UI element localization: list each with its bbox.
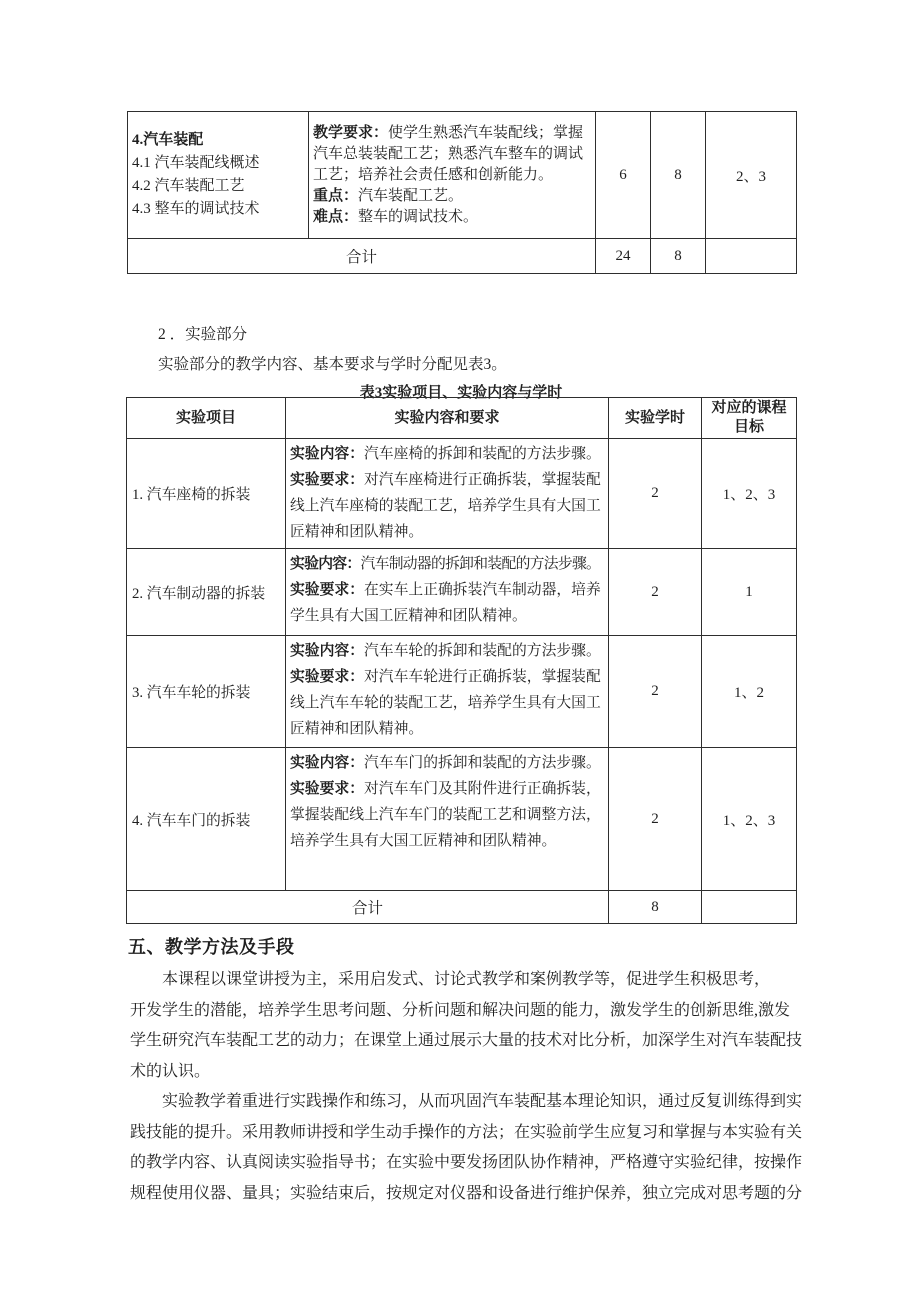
teaching-requirements-cell — [309, 112, 596, 239]
empty-cell — [702, 891, 797, 924]
experiment-hours-cell: 2 — [609, 549, 702, 636]
course-objectives-cell: 1 — [702, 549, 797, 636]
unit-subtopic: 4.1 汽车装配线概述 — [132, 155, 260, 171]
paragraph-line: 践技能的提升。采用教师讲授和学生动手操作的方法；在实验前学生应复习和掌握与本实验有关 — [130, 1123, 803, 1141]
experiment-hours-cell: 2 — [609, 636, 702, 748]
table-row — [127, 549, 797, 636]
experiment-requirement-line: 实验要求：对汽车车门及其附件进行正确拆装，掌握装配线上汽车车门的装配工艺和调整方法，培养学生具有大国工匠精神和团队精神。 — [290, 781, 601, 849]
course-objectives-cell: 1、2、3 — [702, 748, 797, 891]
experiment-content-cell — [286, 748, 609, 891]
lecture-schedule-table — [127, 111, 797, 274]
total-practice-hours-cell: 8 — [651, 239, 706, 274]
experiment-content-cell — [286, 549, 609, 636]
paragraph-line: 本课程以课堂讲授为主，采用启发式、讨论式教学和案例教学等，促进学生积极思考， — [162, 971, 771, 988]
experiment-name-cell: 2. 汽车制动器的拆装 — [127, 549, 286, 636]
paragraph-line: 学生研究汽车装配工艺的动力；在课堂上通过展示大量的技术对比分析，加深学生对汽车装配技 — [130, 1032, 803, 1049]
header-course-objectives: 对应的课程目标 — [702, 398, 797, 439]
experiment-schedule-table — [126, 397, 797, 924]
lecture-hours-cell: 6 — [596, 112, 651, 239]
experiment-requirement-line: 实验要求：对汽车座椅进行正确拆装，掌握装配线上汽车座椅的装配工艺，培养学生具有大国工匠精神和团队精神。 — [290, 472, 601, 540]
experiment-hours-cell: 2 — [609, 748, 702, 891]
unit-subtopic: 4.2 汽车装配工艺 — [132, 178, 245, 194]
experiment-content-line: 实验内容：汽车车轮的拆卸和装配的方法步骤。 — [290, 643, 601, 659]
header-experiment-content: 实验内容和要求 — [286, 398, 609, 439]
experiment-content-cell — [286, 439, 609, 549]
key-point-text: 重点：汽车装配工艺。 — [313, 187, 464, 204]
experiment-requirement-line: 实验要求：对汽车车轮进行正确拆装，掌握装配线上汽车车轮的装配工艺，培养学生具有大国工匠精神和团队精神。 — [290, 669, 601, 737]
experiment-requirement-line: 实验要求：在实车上正确拆装汽车制动器，培养学生具有大国工匠精神和团队精神。 — [290, 582, 601, 624]
paragraph-line: 实验教学着重进行实践操作和练习，从而巩固汽车装配基本理论知识，通过反复训练得到实 — [162, 1093, 803, 1110]
empty-cell — [706, 239, 797, 274]
body-paragraphs — [130, 965, 830, 1209]
experiment-name-cell: 1. 汽车座椅的拆装 — [127, 439, 286, 549]
paragraph-line: 术的认识。 — [130, 1062, 211, 1080]
table-row — [127, 439, 797, 549]
course-unit-cell — [128, 112, 309, 239]
section-heading: 五、教学方法及手段 — [128, 937, 295, 957]
course-objectives-cell: 1、2 — [702, 636, 797, 748]
teaching-requirement-text: 教学要求：使学生熟悉汽车装配线；掌握汽车总装装配工艺；熟悉汽车整车的调试工艺；培养社会责任感和创新能力。 — [313, 124, 584, 183]
experiment-section-number: 2 ．实验部分 — [158, 326, 248, 343]
header-row — [127, 398, 797, 439]
experiment-section-description: 实验部分的教学内容、基本要求与学时分配见表3。 — [158, 356, 507, 373]
table-row — [128, 112, 797, 239]
experiment-content-line: 实验内容：汽车制动器的拆卸和装配的方法步骤。 — [290, 556, 601, 572]
total-row — [127, 891, 797, 924]
table-row — [127, 748, 797, 891]
unit-title: 4.汽车装配 — [132, 132, 204, 148]
total-hours-cell: 8 — [609, 891, 702, 924]
unit-subtopic: 4.3 整车的调试技术 — [132, 201, 260, 217]
paragraph-line: 规程使用仪器、量具；实验结束后，按规定对仪器和设备进行维护保养，独立完成对思考题的分 — [130, 1184, 803, 1202]
experiment-content-cell — [286, 636, 609, 748]
total-lecture-hours-cell: 24 — [596, 239, 651, 274]
total-row — [128, 239, 797, 274]
table3-caption: 表3实验项目、实验内容与学时 — [359, 385, 563, 401]
course-objectives-cell: 1、2、3 — [702, 439, 797, 549]
paragraph-line: 开发学生的潜能，培养学生思考问题、分析问题和解决问题的能力，激发学生的创新思维,激发 — [130, 1001, 791, 1019]
header-experiment-hours: 实验学时 — [609, 398, 702, 439]
experiment-hours-cell: 2 — [609, 439, 702, 549]
practice-hours-cell: 8 — [651, 112, 706, 239]
table-row — [127, 636, 797, 748]
difficulty-text: 难点：整车的调试技术。 — [313, 208, 479, 225]
experiment-content-line: 实验内容：汽车车门的拆卸和装配的方法步骤。 — [290, 755, 601, 771]
total-label-cell: 合计 — [128, 239, 596, 274]
experiment-content-line: 实验内容：汽车座椅的拆卸和装配的方法步骤。 — [290, 446, 601, 462]
header-experiment-project: 实验项目 — [127, 398, 286, 439]
experiment-name-cell: 3. 汽车车轮的拆装 — [127, 636, 286, 748]
course-objectives-cell: 2、3 — [706, 112, 797, 239]
experiment-name-cell: 4. 汽车车门的拆装 — [127, 748, 286, 891]
paragraph-line: 的教学内容、认真阅读实验指导书；在实验中要发扬团队协作精神，严格遵守实验纪律，按操作 — [130, 1154, 803, 1171]
total-label-cell: 合计 — [127, 891, 609, 924]
